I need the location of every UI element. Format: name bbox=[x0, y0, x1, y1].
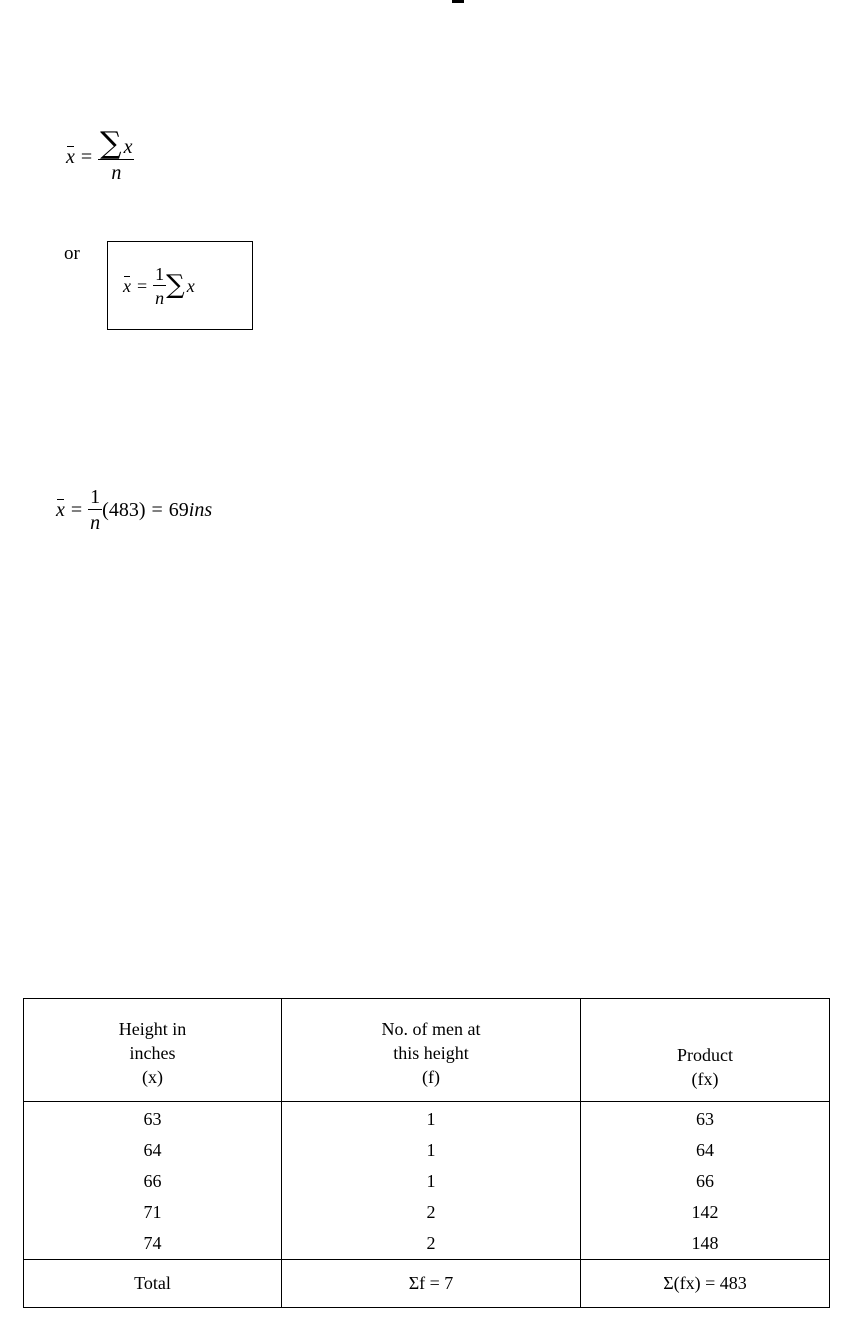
cell-frequency: 2 bbox=[282, 1197, 581, 1228]
cell-frequency: 2 bbox=[282, 1228, 581, 1260]
equals-sign: = bbox=[70, 499, 83, 521]
equals-sign: = bbox=[80, 145, 93, 168]
table-row bbox=[24, 1102, 830, 1136]
result-formula bbox=[56, 487, 212, 533]
cell-height: 74 bbox=[24, 1228, 282, 1260]
cell-height: 66 bbox=[24, 1166, 282, 1197]
table-header-row bbox=[24, 999, 830, 1102]
fraction-denominator: n bbox=[90, 512, 101, 534]
variable-x: x bbox=[186, 275, 195, 296]
cell-product: 66 bbox=[581, 1166, 830, 1197]
total-product: Σ(fx) = 483 bbox=[581, 1260, 830, 1308]
cell-product: 142 bbox=[581, 1197, 830, 1228]
one-over-n-fraction bbox=[153, 265, 166, 307]
total-frequency: Σf = 7 bbox=[282, 1260, 581, 1308]
cell-product: 63 bbox=[581, 1102, 830, 1136]
cell-frequency: 1 bbox=[282, 1102, 581, 1136]
fraction-numerator: 1 bbox=[155, 263, 165, 284]
cell-frequency: 1 bbox=[282, 1166, 581, 1197]
header-frequency bbox=[282, 999, 581, 1102]
height-frequency-table bbox=[23, 998, 830, 1308]
equals-sign: = bbox=[151, 499, 163, 521]
header-line: Product bbox=[677, 1045, 733, 1065]
cell-product: 148 bbox=[581, 1228, 830, 1260]
mean-result-value: 69 bbox=[168, 499, 189, 521]
total-label: Total bbox=[24, 1260, 282, 1308]
mean-symbol: x bbox=[66, 145, 75, 168]
mean-symbol: x bbox=[56, 499, 65, 521]
mean-result-unit: ins bbox=[188, 499, 213, 521]
header-product bbox=[581, 999, 830, 1102]
boxed-formula-expression bbox=[123, 265, 195, 307]
one-over-n-fraction bbox=[88, 487, 102, 533]
mean-formula bbox=[66, 126, 134, 184]
cell-frequency: 1 bbox=[282, 1135, 581, 1166]
boxed-formula bbox=[107, 241, 253, 330]
or-label: or bbox=[64, 243, 80, 264]
equals-sign: = bbox=[137, 275, 148, 296]
cell-height: 71 bbox=[24, 1197, 282, 1228]
header-height bbox=[24, 999, 282, 1102]
header-line: this height bbox=[393, 1043, 469, 1063]
variable-x: x bbox=[123, 136, 133, 158]
fraction-denominator: n bbox=[111, 162, 122, 184]
summation-sign: ∑ bbox=[100, 126, 122, 161]
table-total-row bbox=[24, 1260, 830, 1308]
page-top-mark bbox=[452, 0, 464, 3]
fraction-denominator: n bbox=[155, 287, 165, 308]
cell-height: 63 bbox=[24, 1102, 282, 1136]
mean-symbol: x bbox=[123, 275, 131, 296]
header-line: Height in bbox=[118, 1019, 187, 1039]
cell-product: 64 bbox=[581, 1135, 830, 1166]
header-line: No. of men at bbox=[381, 1019, 481, 1039]
mean-fraction bbox=[98, 126, 134, 184]
table-row bbox=[24, 1166, 830, 1197]
table-row bbox=[24, 1228, 830, 1260]
fraction-numerator: 1 bbox=[90, 486, 101, 508]
cell-height: 64 bbox=[24, 1135, 282, 1166]
table-row bbox=[24, 1197, 830, 1228]
header-line: (x) bbox=[142, 1067, 163, 1087]
header-line: (fx) bbox=[691, 1069, 719, 1089]
sum-value: (483) bbox=[102, 499, 146, 521]
header-line: (f) bbox=[422, 1067, 440, 1087]
fraction-numerator bbox=[98, 126, 134, 161]
header-line: inches bbox=[129, 1043, 176, 1063]
summation-sign: ∑ bbox=[166, 269, 185, 300]
table-row bbox=[24, 1135, 830, 1166]
